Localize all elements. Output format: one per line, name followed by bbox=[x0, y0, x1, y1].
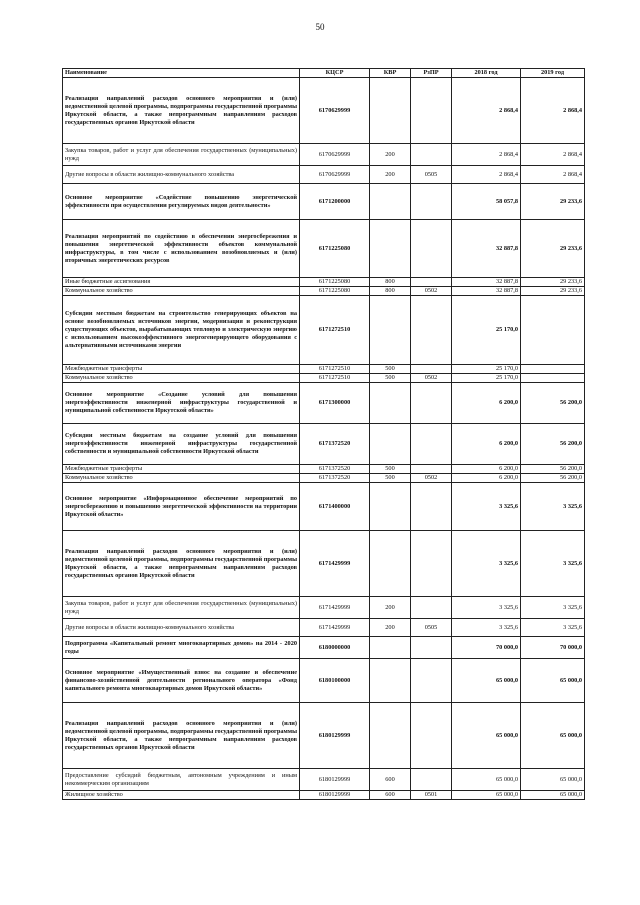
cell-kcsr: 6180129999 bbox=[300, 769, 370, 791]
cell-rzpr: 0502 bbox=[411, 287, 452, 296]
cell-kvr bbox=[370, 383, 411, 424]
cell-2018: 65 000,0 bbox=[452, 703, 521, 769]
cell-2018: 6 200,0 bbox=[452, 474, 521, 483]
cell-kvr: 600 bbox=[370, 769, 411, 791]
cell-2018: 65 000,0 bbox=[452, 769, 521, 791]
cell-kvr: 500 bbox=[370, 365, 411, 374]
cell-name: Основное мероприятие «Содействие повышению энергетической эффективности при осуществлении регулируемых видов деятельности» bbox=[63, 184, 300, 220]
table-row bbox=[63, 769, 585, 791]
cell-2019: 29 233,6 bbox=[521, 278, 585, 287]
table-row bbox=[63, 374, 585, 383]
cell-kvr: 800 bbox=[370, 287, 411, 296]
cell-name: Закупка товаров, работ и услуг для обеспечения государственных (муниципальных) нужд bbox=[63, 597, 300, 619]
cell-kvr bbox=[370, 531, 411, 597]
cell-2019: 65 000,0 bbox=[521, 791, 585, 800]
cell-kcsr: 6171300000 bbox=[300, 383, 370, 424]
table-row bbox=[63, 474, 585, 483]
cell-rzpr bbox=[411, 637, 452, 659]
cell-2018: 3 325,6 bbox=[452, 597, 521, 619]
cell-rzpr bbox=[411, 597, 452, 619]
cell-name: Межбюджетные трансферты bbox=[63, 365, 300, 374]
table-row bbox=[63, 791, 585, 800]
cell-kvr: 500 bbox=[370, 374, 411, 383]
cell-name: Коммунальное хозяйство bbox=[63, 287, 300, 296]
cell-2019: 56 200,0 bbox=[521, 383, 585, 424]
cell-name: Предоставление субсидий бюджетным, автономным учреждениям и иным некоммерческим организациям bbox=[63, 769, 300, 791]
cell-kvr bbox=[370, 703, 411, 769]
cell-2019: 2 868,4 bbox=[521, 144, 585, 166]
cell-rzpr: 0502 bbox=[411, 474, 452, 483]
cell-rzpr bbox=[411, 144, 452, 166]
cell-rzpr: 0501 bbox=[411, 791, 452, 800]
cell-kcsr: 6171272510 bbox=[300, 374, 370, 383]
cell-name: Основное мероприятие «Информационное обеспечение мероприятий по энергосбережению и повышению энергетической эффективности на территории Иркутской области» bbox=[63, 483, 300, 531]
cell-kcsr: 6171272510 bbox=[300, 365, 370, 374]
cell-kcsr: 6171225080 bbox=[300, 287, 370, 296]
cell-kvr: 600 bbox=[370, 791, 411, 800]
cell-kcsr: 6170629999 bbox=[300, 78, 370, 144]
cell-rzpr bbox=[411, 296, 452, 365]
cell-2019: 2 868,4 bbox=[521, 166, 585, 184]
cell-kvr: 200 bbox=[370, 597, 411, 619]
cell-kvr: 200 bbox=[370, 144, 411, 166]
cell-2018: 58 057,8 bbox=[452, 184, 521, 220]
table-row bbox=[63, 703, 585, 769]
cell-rzpr: 0502 bbox=[411, 374, 452, 383]
cell-kcsr: 6171372520 bbox=[300, 465, 370, 474]
table-row bbox=[63, 383, 585, 424]
table-header-row bbox=[63, 69, 585, 78]
cell-kvr: 200 bbox=[370, 166, 411, 184]
cell-kcsr: 6171200000 bbox=[300, 184, 370, 220]
cell-2019: 29 233,6 bbox=[521, 184, 585, 220]
table-row bbox=[63, 597, 585, 619]
cell-name: Жилищное хозяйство bbox=[63, 791, 300, 800]
cell-kvr bbox=[370, 78, 411, 144]
cell-kvr bbox=[370, 637, 411, 659]
cell-kcsr: 6171225080 bbox=[300, 278, 370, 287]
cell-name: Иные бюджетные ассигнования bbox=[63, 278, 300, 287]
budget-table bbox=[62, 68, 585, 800]
table-row bbox=[63, 465, 585, 474]
cell-2018: 25 170,0 bbox=[452, 296, 521, 365]
cell-2019: 3 325,6 bbox=[521, 619, 585, 637]
cell-rzpr bbox=[411, 184, 452, 220]
cell-rzpr bbox=[411, 383, 452, 424]
cell-name: Коммунальное хозяйство bbox=[63, 374, 300, 383]
cell-2018: 6 200,0 bbox=[452, 424, 521, 465]
cell-2019: 65 000,0 bbox=[521, 769, 585, 791]
cell-2018: 3 325,6 bbox=[452, 531, 521, 597]
cell-rzpr bbox=[411, 659, 452, 703]
cell-2018: 6 200,0 bbox=[452, 383, 521, 424]
cell-kvr: 500 bbox=[370, 474, 411, 483]
table-row bbox=[63, 184, 585, 220]
cell-2018: 32 887,8 bbox=[452, 287, 521, 296]
table-row bbox=[63, 619, 585, 637]
cell-kvr: 500 bbox=[370, 465, 411, 474]
cell-2018: 2 868,4 bbox=[452, 144, 521, 166]
table-row bbox=[63, 144, 585, 166]
header-2018: 2018 год bbox=[452, 69, 521, 78]
header-2019: 2019 год bbox=[521, 69, 585, 78]
cell-kvr: 800 bbox=[370, 278, 411, 287]
cell-2019: 65 000,0 bbox=[521, 659, 585, 703]
table-row bbox=[63, 220, 585, 278]
cell-name: Реализация направлений расходов основного мероприятия и (или) ведомственной целевой программы, подпрограммы государственной программы Иркутской области, а также непрограммным направлениям расходов государственных органов Иркутской области bbox=[63, 78, 300, 144]
cell-name: Субсидии местным бюджетам на создание условий для повышения энергоэффективности инженерной инфраструктуры государственной собственности и муниципальной собственности Иркутской области bbox=[63, 424, 300, 465]
cell-rzpr bbox=[411, 703, 452, 769]
cell-kcsr: 6180129999 bbox=[300, 703, 370, 769]
cell-name: Межбюджетные трансферты bbox=[63, 465, 300, 474]
cell-rzpr bbox=[411, 278, 452, 287]
cell-2019: 2 868,4 bbox=[521, 78, 585, 144]
cell-2019: 3 325,6 bbox=[521, 597, 585, 619]
header-name: Наименование bbox=[63, 69, 300, 78]
cell-2019: 56 200,0 bbox=[521, 424, 585, 465]
cell-name: Реализация мероприятий по содействию в обеспечении энергосбережения и повышения энергетической эффективности объектов коммунальной инфраструктуры, в том числе с использованием возобновляемых и (или) вторичных энергетических ресурсов bbox=[63, 220, 300, 278]
cell-name: Основное мероприятие «Имущественный взнос на создание и обеспечение финансово-хозяйственной деятельности регионального оператора «Фонд капитального ремонта многоквартирных домов Иркутской области» bbox=[63, 659, 300, 703]
cell-2018: 25 170,0 bbox=[452, 374, 521, 383]
cell-name: Закупка товаров, работ и услуг для обеспечения государственных (муниципальных) нужд bbox=[63, 144, 300, 166]
cell-name: Коммунальное хозяйство bbox=[63, 474, 300, 483]
cell-kvr bbox=[370, 296, 411, 365]
cell-kcsr: 6171272510 bbox=[300, 296, 370, 365]
header-kcsr: КЦСР bbox=[300, 69, 370, 78]
table-row bbox=[63, 365, 585, 374]
cell-kcsr: 6171429999 bbox=[300, 597, 370, 619]
cell-kcsr: 6180000000 bbox=[300, 637, 370, 659]
cell-rzpr bbox=[411, 769, 452, 791]
cell-kcsr: 6171400000 bbox=[300, 483, 370, 531]
cell-2018: 3 325,6 bbox=[452, 483, 521, 531]
table-row bbox=[63, 659, 585, 703]
cell-2019: 29 233,6 bbox=[521, 220, 585, 278]
cell-rzpr bbox=[411, 365, 452, 374]
cell-kcsr: 6170629999 bbox=[300, 166, 370, 184]
cell-rzpr bbox=[411, 531, 452, 597]
cell-kvr bbox=[370, 184, 411, 220]
cell-kvr: 200 bbox=[370, 619, 411, 637]
cell-2019 bbox=[521, 296, 585, 365]
cell-kcsr: 6171429999 bbox=[300, 619, 370, 637]
cell-name: Реализация направлений расходов основного мероприятия и (или) ведомственной целевой программы, подпрограммы государственной программы Иркутской области, а также непрограммным направлениям расходов государственных органов Иркутской области bbox=[63, 703, 300, 769]
cell-rzpr: 0505 bbox=[411, 166, 452, 184]
cell-kcsr: 6180129999 bbox=[300, 791, 370, 800]
header-kvr: КВР bbox=[370, 69, 411, 78]
cell-2018: 32 887,8 bbox=[452, 278, 521, 287]
cell-2018: 70 000,0 bbox=[452, 637, 521, 659]
cell-2018: 65 000,0 bbox=[452, 659, 521, 703]
table-row bbox=[63, 424, 585, 465]
cell-kcsr: 6171429999 bbox=[300, 531, 370, 597]
cell-2019: 3 325,6 bbox=[521, 483, 585, 531]
cell-2018: 2 868,4 bbox=[452, 78, 521, 144]
cell-2019: 65 000,0 bbox=[521, 703, 585, 769]
page-number: 50 bbox=[315, 22, 325, 32]
cell-2019: 56 200,0 bbox=[521, 474, 585, 483]
cell-kvr bbox=[370, 424, 411, 465]
cell-2019 bbox=[521, 365, 585, 374]
cell-2018: 32 887,8 bbox=[452, 220, 521, 278]
cell-kvr bbox=[370, 220, 411, 278]
cell-kcsr: 6170629999 bbox=[300, 144, 370, 166]
cell-2019: 70 000,0 bbox=[521, 637, 585, 659]
cell-rzpr: 0505 bbox=[411, 619, 452, 637]
cell-2019 bbox=[521, 374, 585, 383]
cell-rzpr bbox=[411, 220, 452, 278]
cell-name: Основное мероприятие «Создание условий для повышения энергоэффективности инженерной инфраструктуры государственной и муниципальной собственности Иркутской области» bbox=[63, 383, 300, 424]
cell-2019: 56 200,0 bbox=[521, 465, 585, 474]
cell-name: Другие вопросы в области жилищно-коммунального хозяйства bbox=[63, 619, 300, 637]
cell-2019: 3 325,6 bbox=[521, 531, 585, 597]
cell-kcsr: 6180100000 bbox=[300, 659, 370, 703]
cell-rzpr bbox=[411, 424, 452, 465]
cell-name: Субсидии местным бюджетам на строительство генерирующих объектов на основе возобновляемых источников энергии, модернизация и реконструкция существующих объектов, вырабатывающих тепловую и электрическую энергию с использованием высокоэффективного энергогенерирующего оборудования с альтернативными источниками энергии bbox=[63, 296, 300, 365]
table-row bbox=[63, 278, 585, 287]
cell-kcsr: 6171372520 bbox=[300, 474, 370, 483]
table-row bbox=[63, 483, 585, 531]
header-rzpr: РзПР bbox=[411, 69, 452, 78]
cell-kvr bbox=[370, 659, 411, 703]
cell-2018: 2 868,4 bbox=[452, 166, 521, 184]
table-row bbox=[63, 531, 585, 597]
cell-2018: 6 200,0 bbox=[452, 465, 521, 474]
cell-2018: 65 000,0 bbox=[452, 791, 521, 800]
cell-2018: 3 325,6 bbox=[452, 619, 521, 637]
table-row bbox=[63, 166, 585, 184]
cell-name: Другие вопросы в области жилищно-коммунального хозяйства bbox=[63, 166, 300, 184]
cell-name: Реализация направлений расходов основного мероприятия и (или) ведомственной целевой программы, подпрограммы государственной программы Иркутской области, а также непрограммным направлениям расходов государственных органов Иркутской области bbox=[63, 531, 300, 597]
table-row bbox=[63, 287, 585, 296]
cell-kcsr: 6171372520 bbox=[300, 424, 370, 465]
cell-rzpr bbox=[411, 465, 452, 474]
table-row bbox=[63, 78, 585, 144]
cell-rzpr bbox=[411, 483, 452, 531]
cell-rzpr bbox=[411, 78, 452, 144]
cell-kcsr: 6171225080 bbox=[300, 220, 370, 278]
cell-2019: 29 233,6 bbox=[521, 287, 585, 296]
cell-kvr bbox=[370, 483, 411, 531]
cell-2018: 25 170,0 bbox=[452, 365, 521, 374]
table-row bbox=[63, 637, 585, 659]
table-row bbox=[63, 296, 585, 365]
cell-name: Подпрограмма «Капитальный ремонт многоквартирных домов» на 2014 - 2020 годы bbox=[63, 637, 300, 659]
